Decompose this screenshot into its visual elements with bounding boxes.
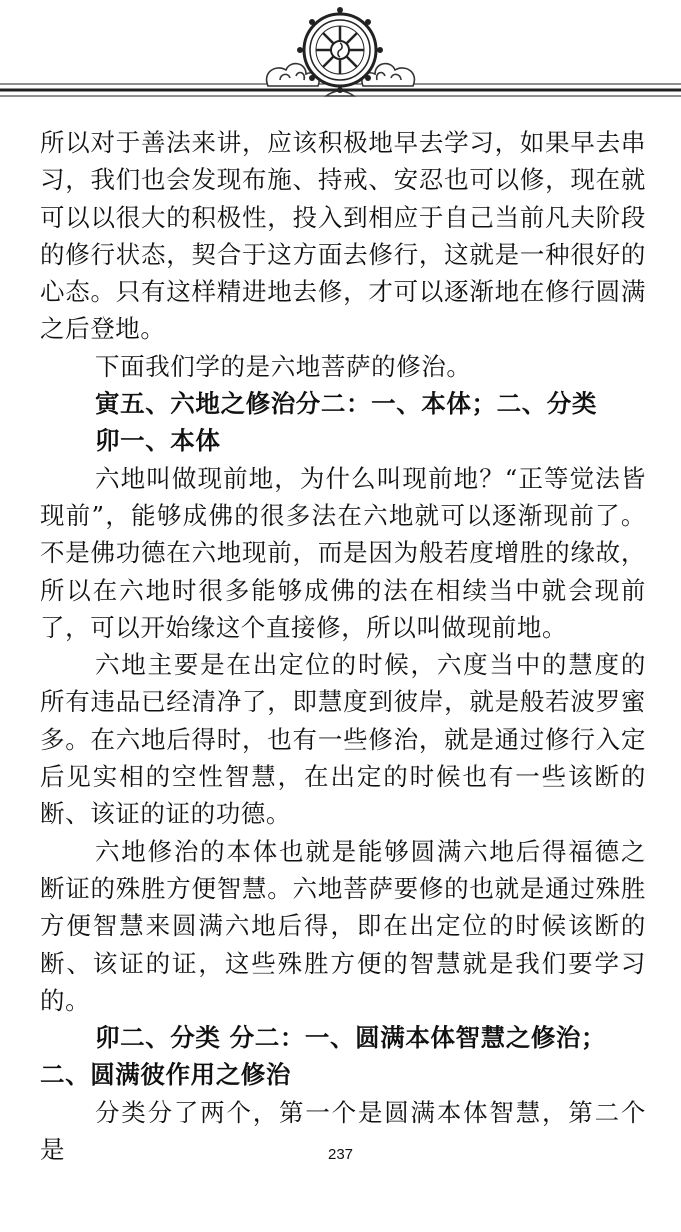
paragraph: 下面我们学的是六地菩萨的修治。 xyxy=(95,351,472,381)
page-header xyxy=(0,0,681,110)
section-heading: 卯一、本体 xyxy=(95,426,221,456)
page-body xyxy=(40,124,646,1168)
paragraph: 分类分了两个，第一个是圆满本体智慧，第二个是 xyxy=(40,1097,646,1165)
page-number: 237 xyxy=(327,1146,354,1163)
paragraph: 六地叫做现前地，为什么叫现前地？“正等觉法皆现前”，能够成佛的很多法在六地就可以逐渐现前了。不是佛功德在六地现前，而是因为般若度增胜的缘故，所以在六地时很多能够成佛的法在相续当中就会现前了，可以开始缘这个直接修，所以叫做现前地。 xyxy=(40,463,646,642)
header-ornament xyxy=(0,0,681,110)
paragraph: 六地修治的本体也就是能够圆满六地后得福德之断证的殊胜方便智慧。六地菩萨要修的也就是通过殊胜方便智慧来圆满六地后得，即在出定位的时候该断的断、该证的证，这些殊胜方便的智慧就是我们要学习的。 xyxy=(40,836,646,1015)
section-heading: 卯二、分类 分二：一、圆满本体智慧之修治；二、圆满彼作用之修治 xyxy=(40,1023,607,1090)
paragraph: 所以对于善法来讲，应该积极地早去学习，如果早去串习，我们也会发现布施、持戒、安忍也可以修，现在就可以以很大的积极性，投入到相应于自己当前凡夫阶段的修行状态，契合于这方面去修行，这就是一种很好的心态。只有这样精进地去修，才可以逐渐地在修行圆满之后登地。 xyxy=(40,128,646,344)
paragraph: 六地主要是在出定位的时候，六度当中的慧度的所有违品已经清净了，即慧度到彼岸，就是般若波罗蜜多。在六地后得时，也有一些修治，就是通过修行入定后见实相的空性智慧，在出定的时候也有一些该断的断、该证的证的功德。 xyxy=(40,650,646,829)
section-heading: 寅五、六地之修治分二：一、本体；二、分类 xyxy=(95,389,597,419)
